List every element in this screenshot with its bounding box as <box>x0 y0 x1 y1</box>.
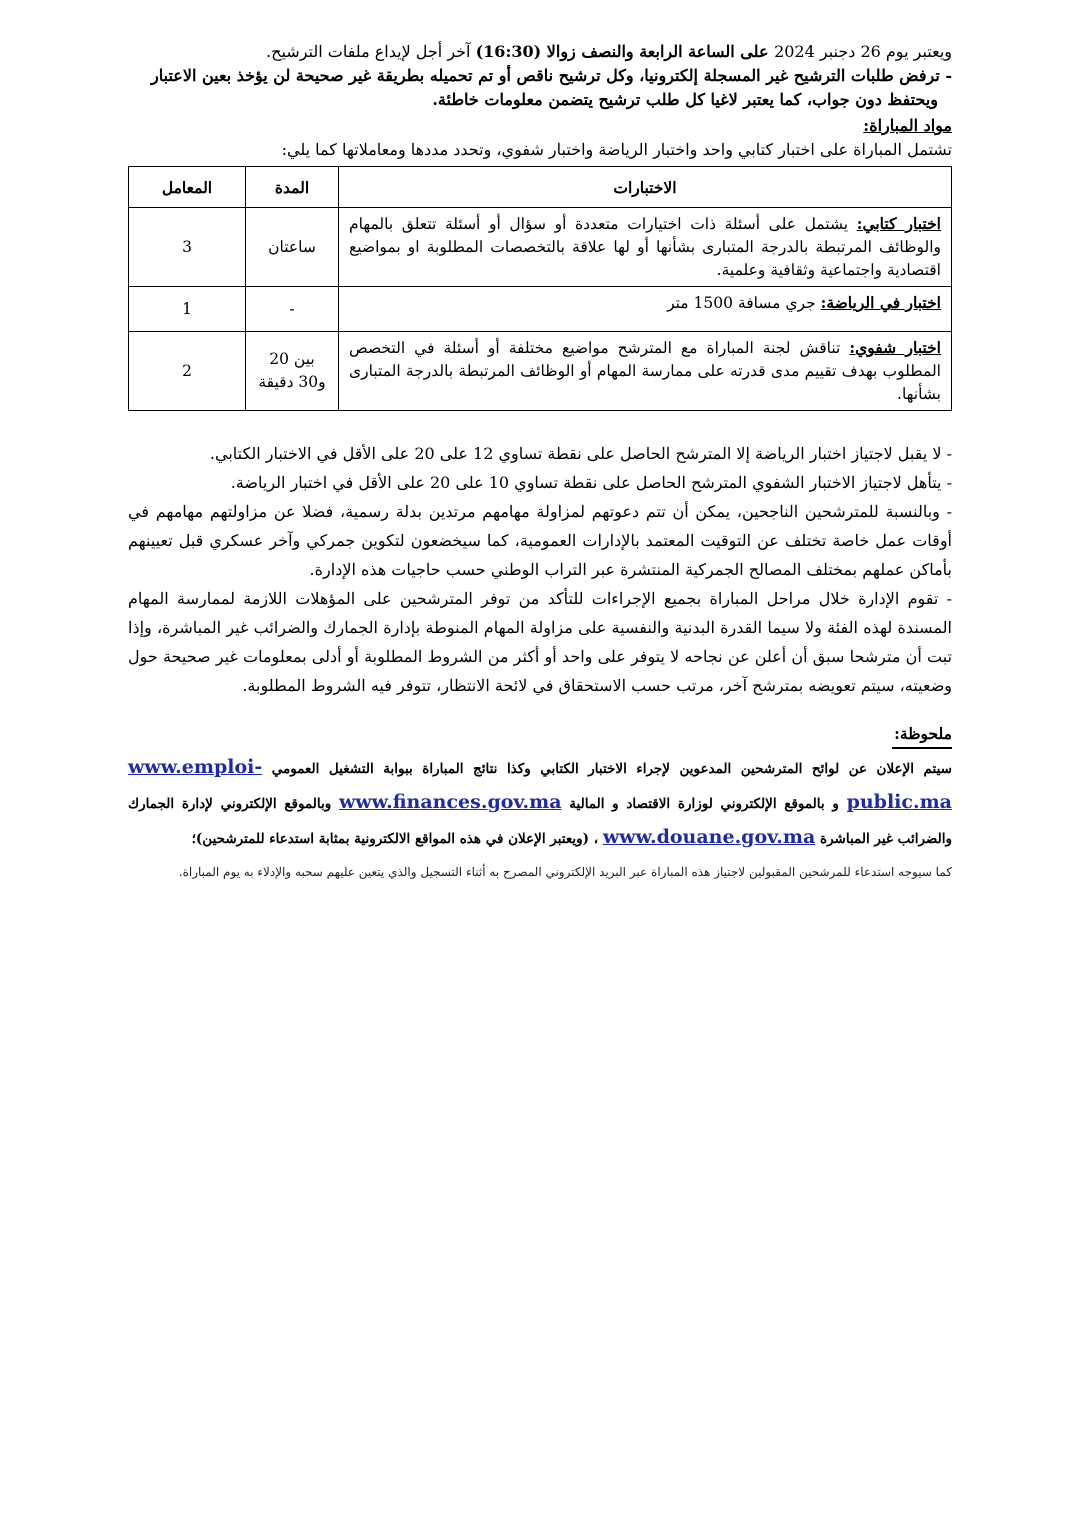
deadline-text-start: ويعتبر يوم 26 دجنبر 2024 <box>774 42 952 61</box>
table-row <box>129 332 952 411</box>
coefficient-cell: 2 <box>129 332 246 411</box>
exam-title: اختبار كتابي: <box>856 214 941 233</box>
exam-cell-sport <box>339 287 952 332</box>
deadline-text-end: آخر أجل لإيداع ملفات الترشيح. <box>266 42 476 61</box>
exam-desc: يشتمل على أسئلة ذات اختيارات متعددة أو سؤال أو أسئلة تتعلق بالمهام والوظائف المرتبطة بالدرجة المتبارى بشأنها أو لها علاقة بالتخصصات المطلوبة او بمواضيع اقتصادية واجتماعية وثقافية وعلمية. <box>349 215 941 279</box>
note-item: - لا يقبل لاجتياز اختبار الرياضة إلا المترشح الحاصل على نقطة تساوي 12 على 20 على الأقل في الاختبار الكتابي. <box>209 444 952 463</box>
duration-cell: ساعتان <box>246 208 339 287</box>
rejection-paragraph <box>128 64 952 112</box>
header-coefficient: المعامل <box>129 167 246 208</box>
remark-body <box>128 751 952 856</box>
remark-text-2: و بالموقع الإلكتروني لوزارة الاقتصاد و المالية <box>561 796 847 812</box>
coefficient-cell: 3 <box>129 208 246 287</box>
rejection-line-1: - ترفض طلبات الترشيح غير المسجلة إلكترونيا، وكل ترشيح ناقص أو تم تحميله بطريقة غير صحيحة لن يؤخذ بعين الاعتبار <box>151 66 952 85</box>
subjects-intro: تشتمل المباراة على اختبار كتابي واحد واختبار الرياضة واختبار شفوي، وتحدد مددها ومعاملاتها كما يلي: <box>281 140 952 159</box>
note-item: - يتأهل لاجتياز الاختبار الشفوي المترشح الحاصل على نقطة تساوي 10 على 20 على الأقل في اختبار الرياضة. <box>230 473 952 492</box>
duration-cell: بين 20 و30 دقيقة <box>246 332 339 411</box>
link-douane[interactable]: www.douane.gov.ma <box>602 826 816 848</box>
exam-desc: جري مسافة 1500 متر <box>667 294 821 312</box>
remark-section <box>128 722 952 884</box>
subjects-heading: مواد المباراة: <box>863 116 952 135</box>
remark-text-4: ، (ويعتبر الإعلان في هذه المواقع الالكترونية بمثابة استدعاء للمترشحين)؛ <box>191 831 603 847</box>
coefficient-cell: 1 <box>129 287 246 332</box>
link-emploi-public[interactable]: www.emploi-public.ma <box>128 756 952 813</box>
remark-text-1: سيتم الإعلان عن لوائح المترشحين المدعوين لإجراء الاختبار الكتابي وكذا نتائج المباراة ببوابة التشغيل العمومي <box>262 761 952 777</box>
note-item: - وبالنسبة للمترشحين الناجحين، يمكن أن تتم دعوتهم لمزاولة مهامهم مرتدين بدلة رسمية، فضلا عن مزاولتهم مهامهم في أوقات عمل خاصة تختلف عن التوقيت المعتمد بالإدارات العمومية، كما سيخضعون لتكوين جمركي وآخر عسكري قبل تعيينهم بأماكن عملهم بمختلف المصالح الجمركية المنتشرة عبر التراب الوطني حسب حاجيات هذه الإدارة. <box>128 502 953 579</box>
exam-cell-written <box>339 208 952 287</box>
deadline-paragraph <box>128 40 952 64</box>
header-exams: الاختبارات <box>339 167 952 208</box>
remark-text-3: وبالموقع الإلكتروني لإدارة الجمارك والضرائب غير المباشرة <box>128 796 952 847</box>
remark-title: ملحوظة: <box>892 722 952 749</box>
notes-section <box>128 439 952 700</box>
exam-title: اختبار شفوي: <box>849 338 941 357</box>
exam-cell-oral <box>339 332 952 411</box>
rejection-line-2: ويحتفظ دون جواب، كما يعتبر لاغيا كل طلب ترشيح يتضمن معلومات خاطئة. <box>432 90 938 109</box>
exams-table <box>128 166 952 411</box>
exam-title: اختبار في الرياضة: <box>820 293 941 312</box>
remark-small-note: كما سيوجه استدعاء للمرشحين المقبولين لاجتياز هذه المباراة عبر البريد الإلكتروني المصرح به أثناء التسجيل والذي يتعين عليهم سحبه والإدلاء به يوم المباراة. <box>178 865 952 879</box>
table-row <box>129 208 952 287</box>
table-header-row <box>129 167 952 208</box>
note-item: - تقوم الإدارة خلال مراحل المباراة بجميع الإجراءات للتأكد من توفر المترشحين على المؤهلات اللازمة لممارسة المهام المسندة لهذه الفئة ولا سيما القدرة البدنية والنفسية على مزاولة المهام المنوطة بإدارة الجمارك والضرائب غير المباشرة، وإذا تبت أن مترشحا سبق أن أعلن عن نجاحه لا يتوفر على واحد أو أكثر من الشروط المطلوبة أو أدلى بمعلومات غير صحيحة حول وضعيته، سيتم تعويضه بمترشح آخر، مرتب حسب الاستحقاق في لائحة الانتظار، تتوفر فيه الشروط المطلوبة. <box>128 589 952 695</box>
deadline-bold-time: على الساعة الرابعة والنصف زوالا (16:30) <box>475 42 775 61</box>
document-page <box>128 40 952 896</box>
link-finances[interactable]: www.finances.gov.ma <box>338 791 562 813</box>
exam-desc: تناقش لجنة المباراة مع المترشح مواضيع مختلفة أو أسئلة في التخصص المطلوب بهدف تقييم مدى قدرته على ممارسة المهام أو الوظائف المرتبطة بالدرجة المتبارى بشأنها. <box>349 339 941 403</box>
table-row <box>129 287 952 332</box>
duration-cell: - <box>246 287 339 332</box>
header-duration: المدة <box>246 167 339 208</box>
